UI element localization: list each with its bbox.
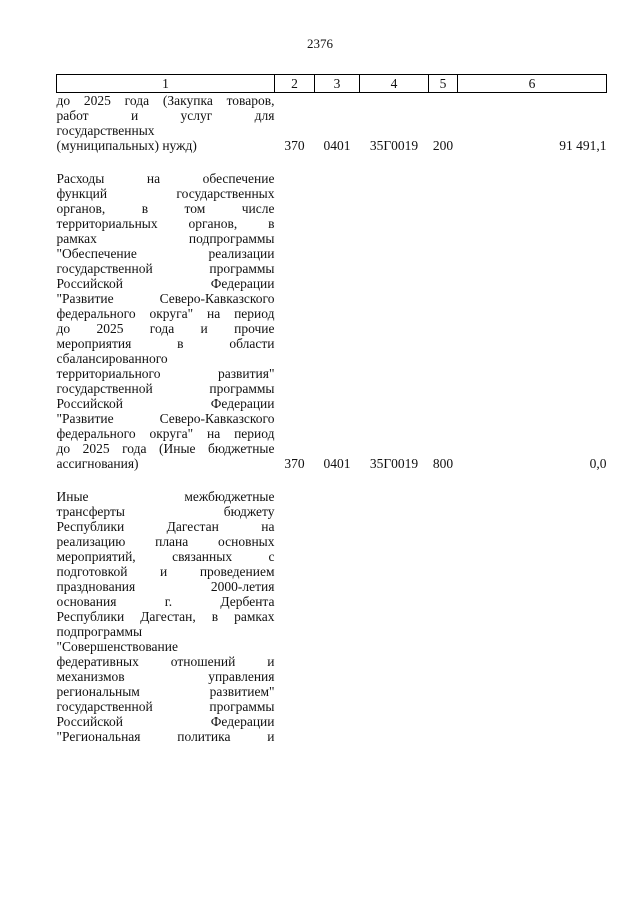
header-col-4: 4 [360,75,429,93]
cell-expense-type: 200 [432,138,454,153]
description-line: подготовкой и проведением [56,564,275,579]
cell-section-code: 0401 [323,138,351,153]
description-line: рамках подпрограммы [56,231,275,246]
budget-table [56,74,607,744]
description-line: празднования 2000-летия [56,579,275,594]
cell-ministry-code: 370 [284,138,305,153]
table-row [57,171,607,471]
description-line: реализацию плана основных [56,534,275,549]
description-line: государственной программы [56,261,275,276]
description-line: Республики Дагестан на [56,519,275,534]
cell-target-code: 35Г0019 [369,456,419,471]
table-header-row [57,75,607,93]
description-line: федерального округа" на период [56,306,275,321]
cell-ministry-code: 370 [284,456,305,471]
header-col-3: 3 [315,75,360,93]
description-line: основания г. Дербента [56,594,275,609]
row-spacer [57,471,607,489]
header-col-5: 5 [429,75,458,93]
description-line: "Обеспечение реализации [56,246,275,261]
row-spacer [57,153,607,171]
description-line: региональным развитием" [56,684,275,699]
cell-amount: 0,0 [589,456,607,471]
description-line: трансферты бюджету [56,504,275,519]
description-line: до 2025 года и прочие [56,321,275,336]
description-line: подпрограммы [56,624,143,639]
cell-expense-type: 800 [432,456,454,471]
description-line: Российской Федерации [56,396,275,411]
cell-section-code: 0401 [323,456,351,471]
description-line: "Совершенствование [56,639,178,654]
description-line: органов, в том числе [56,201,275,216]
description-line: "Развитие Северо-Кавказского [56,411,275,426]
description-line: Российской Федерации [56,714,275,729]
description-line: работ и услуг для [56,108,275,123]
description-line: до 2025 года (Иные бюджетные [56,441,275,456]
description-line: Расходы на обеспечение [56,171,275,186]
header-col-1: 1 [57,75,275,93]
description-line: ассигнования) [56,456,139,471]
header-col-6: 6 [458,75,607,93]
description-line: федерального округа" на период [56,426,275,441]
description-line: территориального развития" [56,366,275,381]
description-line: механизмов управления [56,669,275,684]
description-line: функций государственных [56,186,275,201]
description-line: "Региональная политика и [56,729,275,744]
description-line: государственной программы [56,381,275,396]
cell-amount: 91 491,1 [559,138,607,153]
description-line: Республики Дагестан, в рамках [56,609,275,624]
page-number: 2376 [307,36,333,51]
description-line: до 2025 года (Закупка товаров, [56,93,275,108]
description-line: Российской Федерации [56,276,275,291]
row-description [57,489,275,744]
cell-expense-type [429,489,458,744]
cell-target-code: 35Г0019 [369,138,419,153]
table-row [57,93,607,154]
description-line: "Развитие Северо-Кавказского [56,291,275,306]
description-line: государственной программы [56,699,275,714]
description-line: государственных [56,123,155,138]
description-line: мероприятия в области [56,336,275,351]
header-col-2: 2 [275,75,315,93]
row-description [57,171,275,471]
description-line: сбалансированного [56,351,168,366]
cell-target-code [360,489,429,744]
table-row [57,489,607,744]
cell-amount [458,489,607,744]
cell-section-code [315,489,360,744]
description-line: мероприятий, связанных с [56,549,275,564]
description-line: Иные межбюджетные [56,489,275,504]
description-line: территориальных органов, в [56,216,275,231]
description-line: федеративных отношений и [56,654,275,669]
row-description [57,93,275,154]
cell-ministry-code [275,489,315,744]
description-line: (муниципальных) нужд) [56,138,197,153]
